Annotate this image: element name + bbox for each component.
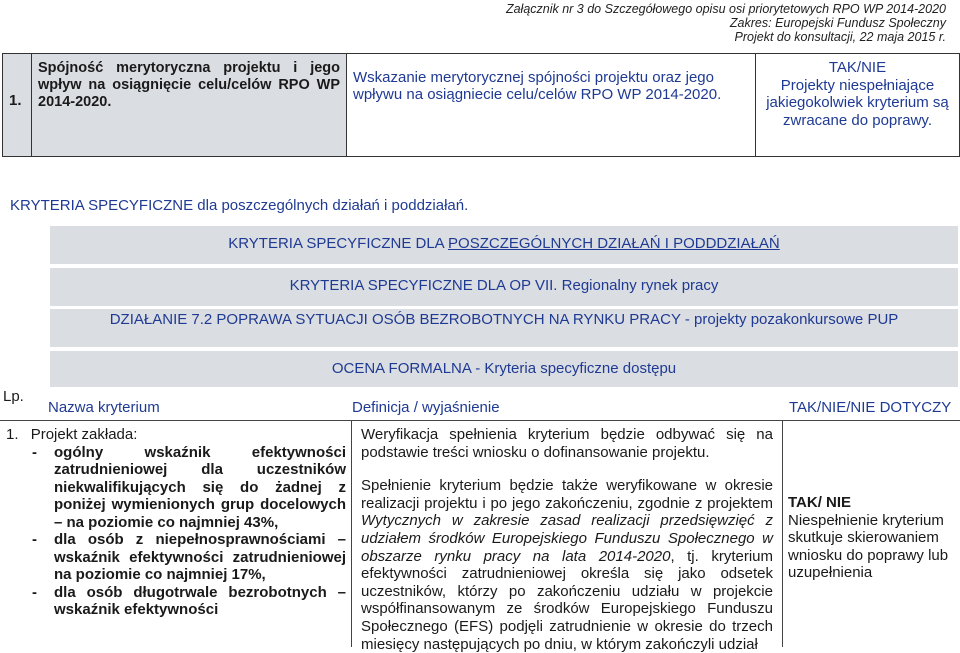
definition-paragraph: Weryfikacja spełnienia kryterium będzie odbywać się na podstawie treści wniosku o dofinansowanie projektu.: [361, 426, 773, 461]
header-line: Załącznik nr 3 do Szczegółowego opisu osi priorytetowych RPO WP 2014-2020: [505, 2, 946, 16]
specific-criteria-title: KRYTERIA SPECYFICZNE dla poszczególnych działań i poddziałań.: [10, 197, 469, 214]
assessment-cell: [756, 54, 960, 157]
band-op-vii: KRYTERIA SPECYFICZNE DLA OP VII. Regionalny rynek pracy: [50, 268, 958, 306]
definition-text: Spełnienie kryterium będzie także weryfikowane w okresie realizacji projektu i po jego zakończeniu, zgodnie z projektem: [361, 477, 773, 512]
assessment-text: Niespełnienie kryterium skutkuje skierowaniem wniosku do poprawy lub uzupełnienia: [788, 511, 949, 581]
header-line: Projekt do konsultacji, 22 maja 2015 r.: [734, 30, 946, 44]
criterion-name: Spójność merytoryczna projektu i jego wpływ na osiągnięcie celu/celów RPO WP 2014-2020.: [38, 60, 340, 110]
column-divider: [351, 421, 352, 647]
list-item: - dla osób długotrwale bezrobotnych – wskaźnik efektywności: [26, 584, 346, 619]
assessment-cell: [788, 494, 956, 582]
column-header-definition: Definicja / wyjaśnienie: [352, 399, 500, 416]
criterion-number: 1.: [6, 426, 19, 443]
assessment-title: TAK/ NIE: [788, 494, 852, 511]
header-line: Zakres: Europejski Fundusz Społeczny: [729, 16, 946, 30]
general-criteria-table: [2, 53, 960, 157]
definition-cell: [347, 54, 756, 157]
criterion-name-cell: [32, 54, 347, 157]
definition-text: Wskazanie merytorycznej spójności projektu oraz jego wpływu na osiągniecie celu/celów RPO WP 2014-2020.: [353, 69, 722, 103]
row-separator: [0, 420, 960, 421]
criterion-list: [26, 444, 346, 619]
criterion-title: Projekt zakłada:: [30, 426, 138, 443]
row-number-cell: [3, 54, 32, 157]
definition-paragraph: [361, 477, 773, 653]
definition-cell: [361, 426, 773, 653]
band-prefix: KRYTERIA SPECYFICZNE DLA: [228, 235, 449, 252]
column-header-lp: Lp.: [3, 388, 24, 405]
list-item: - ogólny wskaźnik efektywności zatrudnieniowej dla uczestników niekwalifikujących się do żadnej z poniżej wymienionych grup docelowych – na poziomie co najmniej 43%,: [26, 444, 346, 532]
assessment-title: TAK/NIE: [828, 59, 887, 76]
guidelines-title: Wytycznych w zakresie zasad realizacji przedsięwzięć z udziałem środków Europejskiego Funduszu Społecznego w obszarze rynku pracy na lata 2014-2020: [361, 512, 773, 565]
row-number: 1.: [9, 92, 22, 109]
document-header: [506, 2, 946, 44]
definition-text: , tj. kryterium efektywności zatrudnieniowej określa się jako odsetek uczestników, którzy po zakończeniu udziału w projekcie współfinansowanym ze środków Europejskiego Funduszu Społecznego (EFS) podjęli zatrudnienie w okresie do trzech miesięcy następujących po dniu, w którym zakończyli udział: [361, 547, 774, 653]
band-underlined: POSZCZEGÓLNYCH DZIAŁAŃ I PODDDZIAŁAŃ: [448, 235, 780, 252]
list-item: - dla osób z niepełnosprawnościami – wskaźnik efektywności zatrudnieniowej na poziomie co najmniej 17%,: [26, 531, 346, 584]
column-divider: [782, 421, 783, 647]
criterion-name-cell: [6, 426, 346, 619]
criterion-title-line: [6, 426, 346, 444]
band-formal-assessment: OCENA FORMALNA - Kryteria specyficzne dostępu: [50, 351, 958, 387]
band-action-7-2: DZIAŁANIE 7.2 POPRAWA SYTUACJI OSÓB BEZROBOTNYCH NA RYNKU PRACY - projekty pozakonkursowe PUP: [50, 309, 958, 347]
column-header-name: Nazwa kryterium: [48, 399, 160, 416]
assessment-text: Projekty niespełniające jakiegokolwiek kryterium są zwracane do poprawy.: [766, 76, 949, 129]
column-header-assessment: TAK/NIE/NIE DOTYCZY: [789, 399, 952, 416]
band-specific-criteria: [50, 226, 958, 264]
